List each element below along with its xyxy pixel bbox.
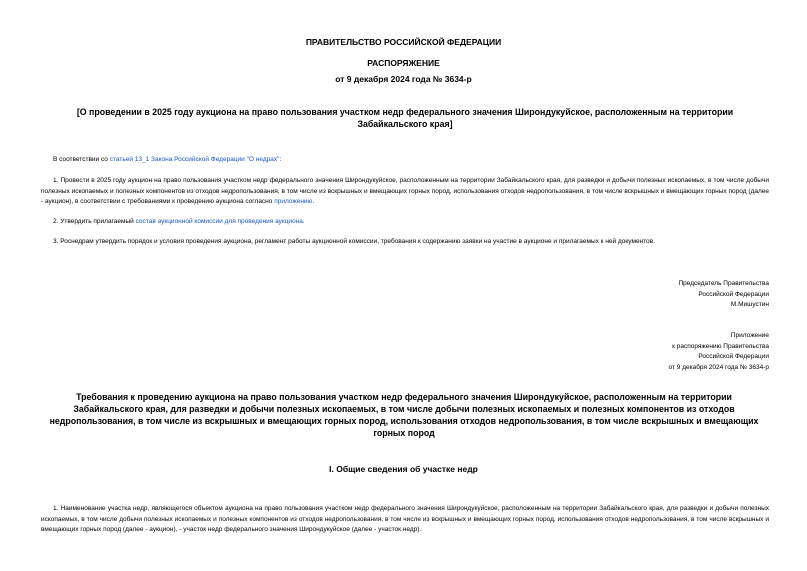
document-type: РАСПОРЯЖЕНИЕ xyxy=(367,58,440,68)
order-item-2 xyxy=(41,217,769,228)
order-item-1 xyxy=(41,176,769,208)
preamble-text: В соответствии со xyxy=(53,156,110,163)
section-1-title: I. Общие сведения об участке недр xyxy=(329,464,478,474)
appendix-reference: к распоряжению Правительства xyxy=(672,342,769,350)
appendix-date-number: от 9 декабря 2024 года № 3634-р xyxy=(668,363,769,371)
commission-link[interactable]: состав аукционной комиссии для проведения аукциона xyxy=(135,218,303,225)
order-item-2-text: 2. Утвердить прилагаемый xyxy=(53,218,136,225)
order-item-1-suffix: . xyxy=(312,198,315,205)
order-item-2-suffix: . xyxy=(302,218,305,225)
preamble xyxy=(53,155,781,166)
section-1-paragraph-1: 1. Наименование участка недр, являющегося объектом аукциона на право пользования участком недр федерального значения Широндукуйское, расположенным на территории Забайкальского края, для разведки и добычи полезных ископаемых, в том числе добычи полезных ископаемых и полезных компонентов из отходов недропользования, в том числе из вскрышных и вмещающих горных пород, использования отходов недропользования, в том числе вскрышных и вмещающих горных пород (далее - аукцион), - участок недр федерального значения Широндукуйское (далее - участок недр). xyxy=(41,505,769,533)
document-title: [О проведении в 2025 году аукциона на право пользования участком недр федерального значения Широндукуйское, расположенным на территории Забайкальского края] xyxy=(76,107,734,129)
order-item-1-text: 1. Провести в 2025 году аукцион на право пользования участком недр федерального значения Широндукуйское, расположенным на территории Забайкальского края, для разведки и добычи полезных ископаемых, в том числе добычи полезных ископаемых и полезных компонентов из отходов недропользования, в том числе из вскрышных и вмещающих горных пород, использования отходов недропользования, в том числе вскрышных и вмещающих горных пород (далее - аукцион), в соответствии с требованиями к проведению аукциона согласно xyxy=(41,177,769,205)
order-item-3 xyxy=(41,237,769,248)
appendix-organization: Российской Федерации xyxy=(698,353,769,360)
appendix-link[interactable]: приложению xyxy=(274,198,313,205)
order-item-3-text: 3. Роснедрам утвердить порядок и условия проведения аукциона, регламент работы аукционной комиссии, требования к содержанию заявки на участие в аукционе и прилагаемых к ней документов. xyxy=(53,238,655,245)
appendix-header xyxy=(669,331,769,373)
preamble-suffix: : xyxy=(279,156,282,163)
signature-organization: Российской Федерации xyxy=(698,290,769,298)
signature-position: Председатель Правительства xyxy=(678,280,769,287)
government-heading: ПРАВИТЕЛЬСТВО РОССИЙСКОЙ ФЕДЕРАЦИИ xyxy=(305,37,502,47)
signature-block xyxy=(678,279,769,311)
law-article-link[interactable]: статьей 13_1 Закона Российской Федерации "О недрах" xyxy=(109,156,280,163)
appendix-label: Приложение xyxy=(730,332,769,339)
requirements-title: Требования к проведению аукциона на право пользования участком недр федерального значения Широндукуйское, расположенным на территории Забайкальского края, для разведки и добычи полезных ископаемых, в том числе добычи полезных ископаемых и полезных компонентов из отходов недропользования, в том числе из вскрышных и вмещающих горных пород, использования отходов недропользования, в том числе вскрышных и вмещающих горных пород xyxy=(49,392,759,438)
document-date-number: от 9 декабря 2024 года № 3634-р xyxy=(335,74,472,84)
signature-name: М.Мишустин xyxy=(730,301,769,308)
